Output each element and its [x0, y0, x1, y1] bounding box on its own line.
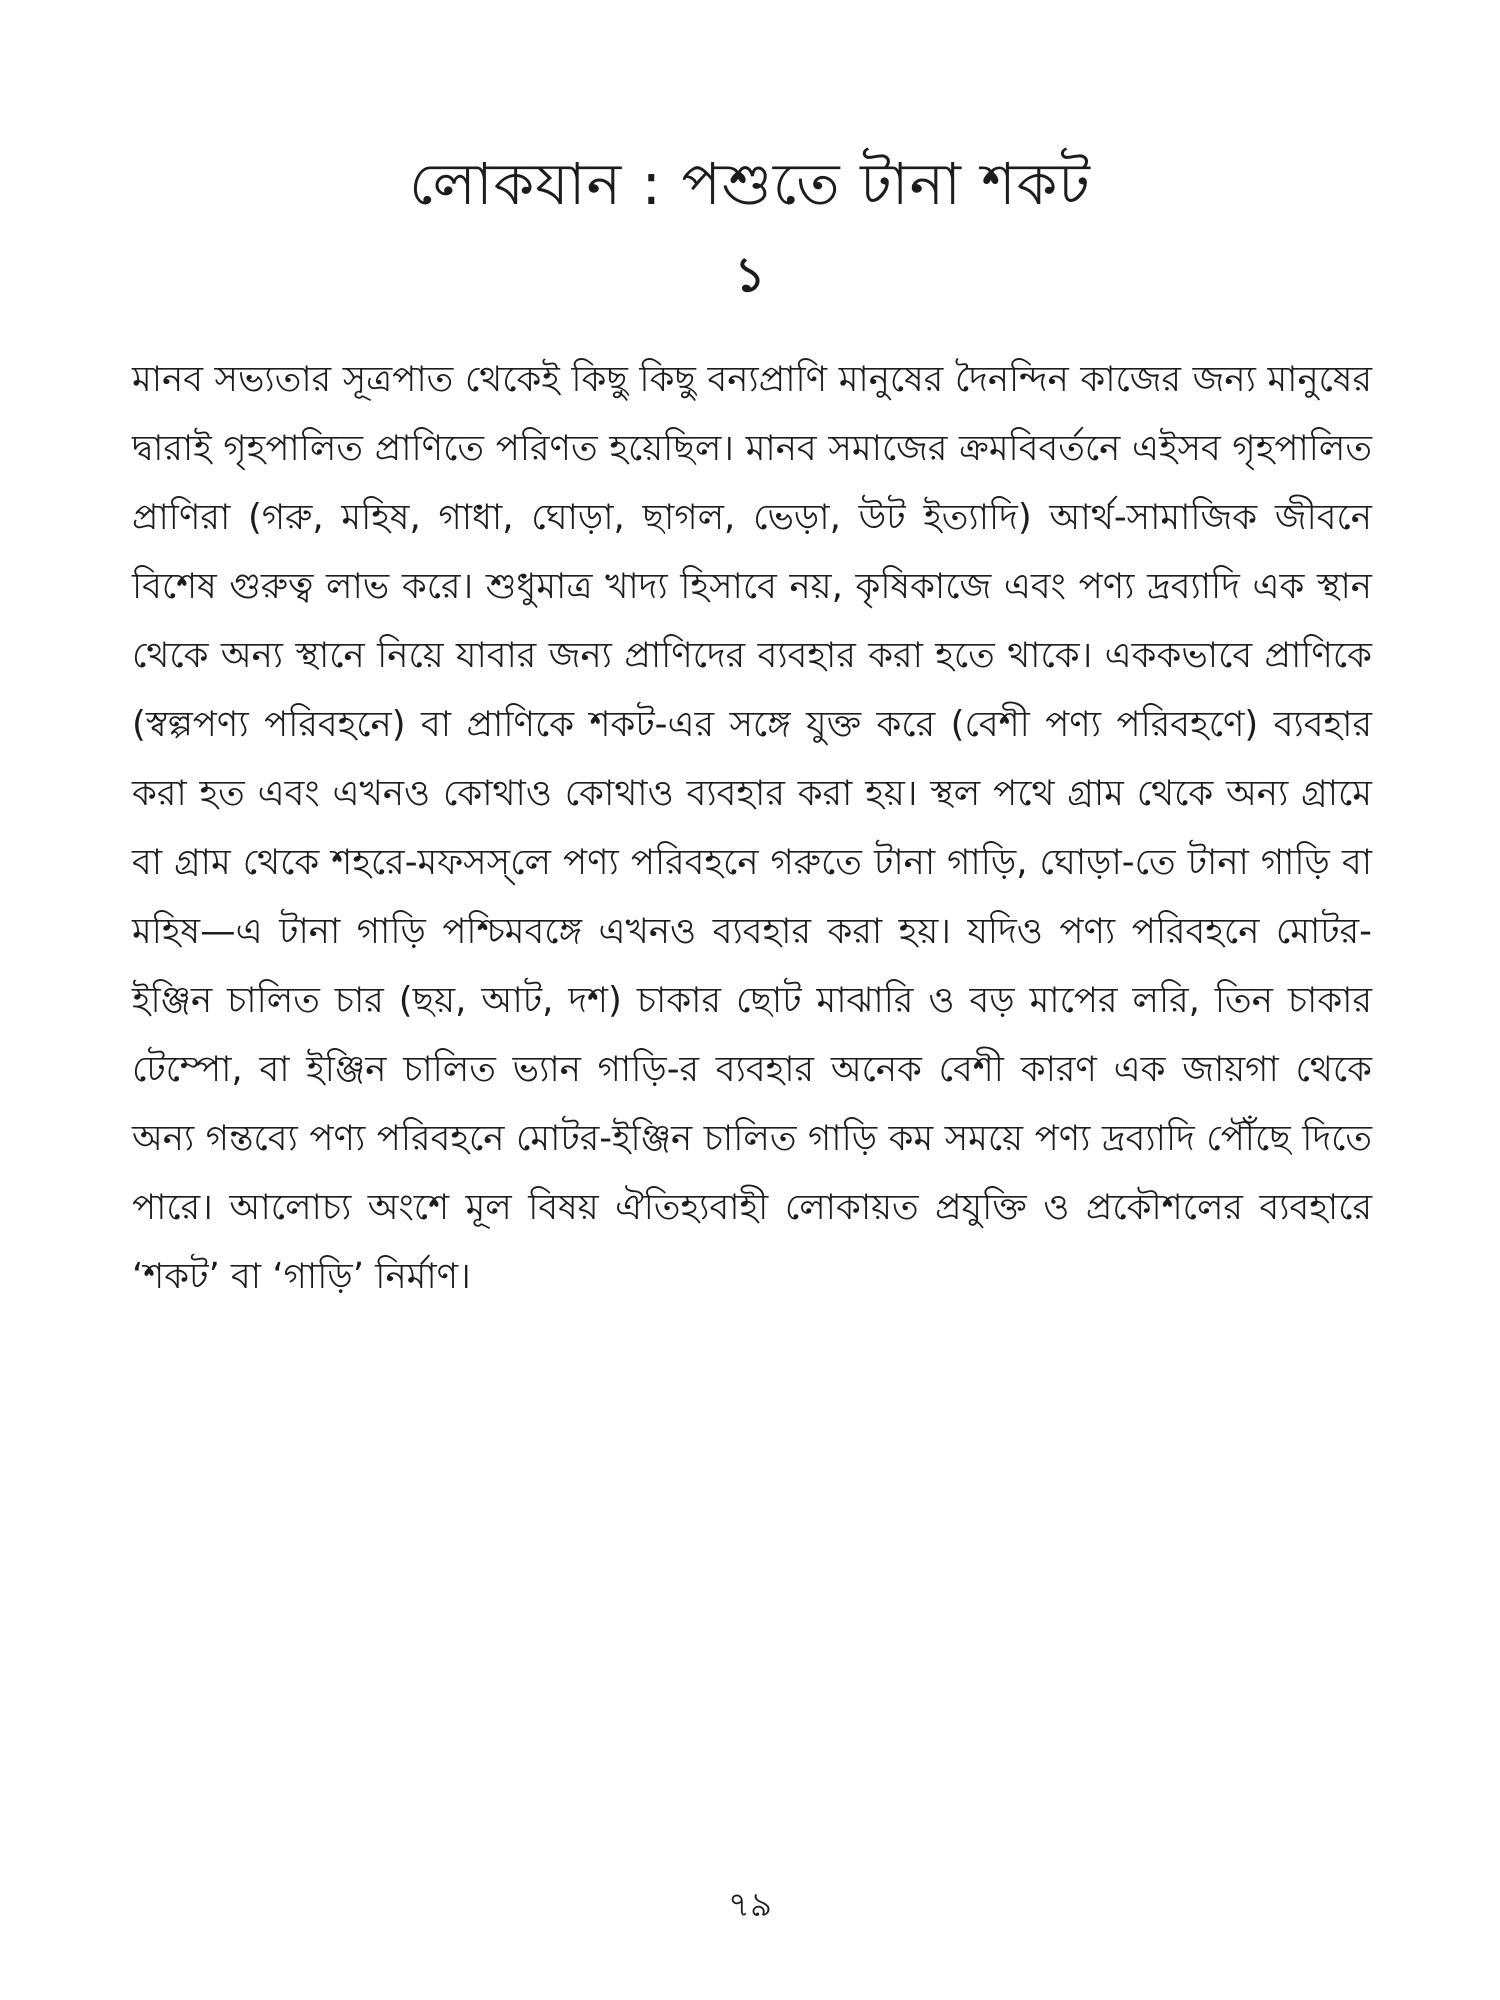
section-number: ১ [734, 247, 766, 303]
body-paragraph: মানব সভ্যতার সূত্রপাত থেকেই কিছু কিছু বন্যপ্রাণি মানুষের দৈনন্দিন কাজের জন্য মানুষের দ্বারাই গৃহপালিত প্রাণিতে পরিণত হয়েছিল। মানব সমাজের ক্রমবিবর্তনে এইসব গৃহপালিত প্রাণিরা (গরু, মহিষ, গাধা, ঘোড়া, ছাগল, ভেড়া, উট ইত্যাদি) আর্থ-সামাজিক জীবনে বিশেষ গুরুত্ব লাভ করে। শুধুমাত্র খাদ্য হিসাবে নয়, কৃষিকাজে এবং পণ্য দ্রব্যাদি এক স্থান থেকে অন্য স্থানে নিয়ে যাবার জন্য প্রাণিদের ব্যবহার করা হতে থাকে। এককভাবে প্রাণিকে (স্বল্পপণ্য পরিবহনে) বা প্রাণিকে শকট-এর সঙ্গে যুক্ত করে (বেশী পণ্য পরিবহণে) ব্যবহার করা হত এবং এখনও কোথাও কোথাও ব্যবহার করা হয়। স্থল পথে গ্রাম থেকে অন্য গ্রামে বা গ্রাম থেকে শহরে-মফসস্‌লে পণ্য পরিবহনে গরুতে টানা গাড়ি, ঘোড়া-তে টানা গাড়ি বা মহিষ—এ টানা গাড়ি পশ্চিমবঙ্গে এখনও ব্যবহার করা হয়। যদিও পণ্য পরিবহনে মোটর-ইঞ্জিন চালিত চার (ছয়, আট, দশ) চাকার ছোট মাঝারি ও বড় মাপের লরি, তিন চাকার টেম্পো, বা ইঞ্জিন চালিত ভ্যান গাড়ি-র ব্যবহার অনেক বেশী কারণ এক জায়গা থেকে অন্য গন্তব্যে পণ্য পরিবহনে মোটর-ইঞ্জিন চালিত গাড়ি কম সময়ে পণ্য দ্রব্যাদি পৌঁছে দিতে পারে। আলোচ্য অংশে মূল বিষয় ঐতিহ্যবাহী লোকায়ত প্রযুক্তি ও প্রকৌশলের ব্যবহারে ‘শকট’ বা ‘গাড়ি’ নির্মাণ। [132, 359, 1372, 1297]
chapter-title: লোকযান : পশুতে টানা শকট [409, 149, 1091, 218]
page-number: ৭৯ [727, 1885, 773, 1925]
